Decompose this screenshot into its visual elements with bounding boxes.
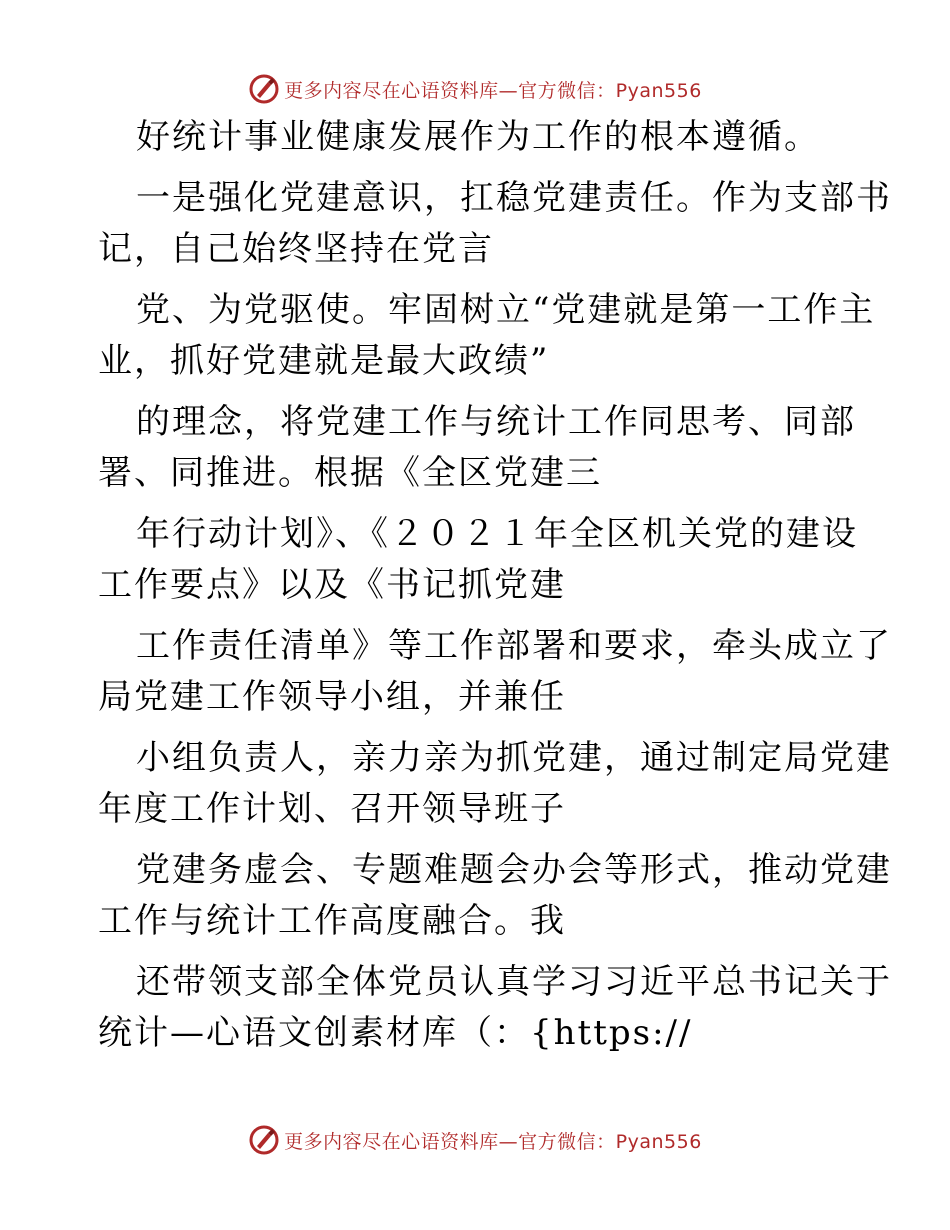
text-line: 记，自己始终坚持在党言 — [98, 229, 494, 269]
brand-logo-icon — [248, 73, 280, 105]
text-line: 署、同推进。根据《全区党建三 — [98, 453, 602, 493]
text-line: 统计—心语文创素材库（：{https:// — [98, 1013, 693, 1053]
text-line: 年行动计划》、《２０２１年全区机关党的建设 — [136, 514, 858, 554]
watermark-text: 更多内容尽在心语资料库—官方微信：Pyan556 — [284, 1130, 702, 1153]
document-body — [98, 117, 892, 1053]
text-line: 年度工作计划、召开领导班子 — [98, 789, 566, 829]
watermark-text: 更多内容尽在心语资料库—官方微信：Pyan556 — [284, 79, 702, 102]
text-line: 工作要点》以及《书记抓党建 — [98, 565, 566, 605]
text-line: 的理念，将党建工作与统计工作同思考、同部 — [136, 402, 856, 442]
footer-watermark — [0, 1123, 950, 1157]
header-watermark — [0, 72, 950, 106]
text-line: 局党建工作领导小组，并兼任 — [98, 677, 566, 717]
text-line: 党、为党驱使。牢固树立“党建就是第一工作主 — [136, 290, 876, 330]
text-line: 好统计事业健康发展作为工作的根本遵循。 — [136, 117, 820, 157]
text-line: 小组负责人，亲力亲为抓党建，通过制定局党建 — [136, 738, 892, 778]
text-line: 业，抓好党建就是最大政绩” — [98, 341, 550, 381]
brand-logo-icon — [248, 1124, 280, 1156]
text-line: 还带领支部全体党员认真学习习近平总书记关于 — [136, 962, 892, 1002]
text-line: 党建务虚会、专题难题会办会等形式，推动党建 — [136, 850, 892, 890]
text-line: 工作责任清单》等工作部署和要求，牵头成立了 — [136, 626, 892, 666]
text-line: 工作与统计工作高度融合。我 — [98, 901, 566, 941]
text-line: 一是强化党建意识，扛稳党建责任。作为支部书 — [136, 178, 892, 218]
